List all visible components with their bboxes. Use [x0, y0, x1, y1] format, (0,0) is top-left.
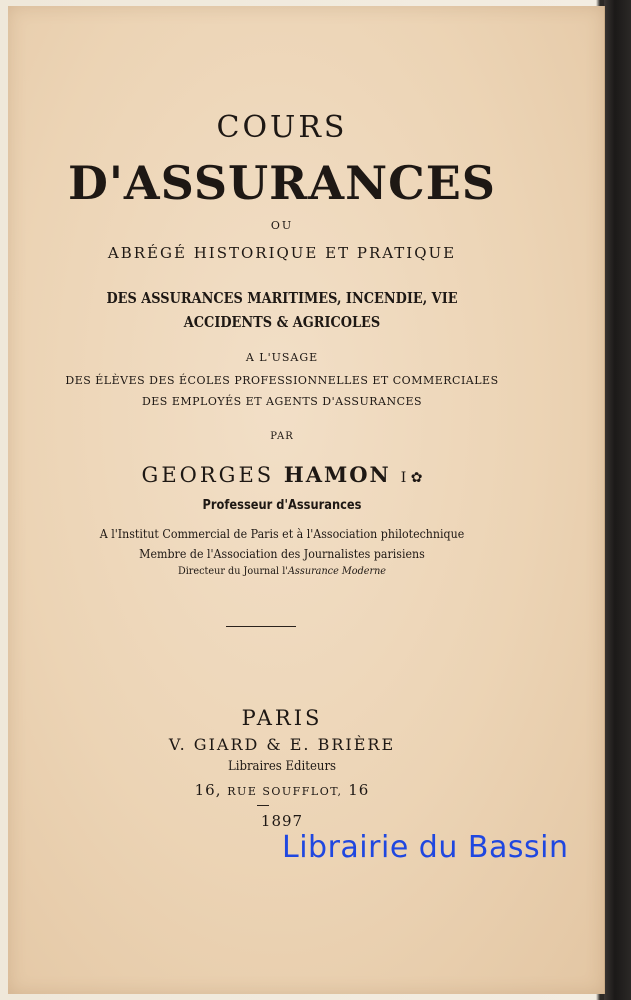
publication-year: 1897	[260, 812, 304, 830]
address-street: RUE SOUFFLOT,	[227, 785, 343, 798]
title-assurances: D'ASSURANCES	[67, 156, 497, 210]
audience-line-1: DES ÉLÈVES DES ÉCOLES PROFESSIONNELLES ET COMMERCIALES	[65, 374, 499, 387]
author-first-name: GEORGES	[141, 463, 275, 487]
publication-city: PARIS	[241, 706, 323, 730]
author-decoration-mark: I ✿	[400, 470, 423, 486]
address-number-2: 16	[348, 781, 370, 799]
book-cover-edge	[604, 0, 631, 1000]
title-ou: OU	[270, 219, 294, 232]
journal-name: Assurance Moderne	[287, 565, 387, 577]
author-name	[8, 462, 556, 487]
bookseller-watermark: Librairie du Bassin	[282, 830, 569, 865]
publisher-role: Libraires Editeurs	[227, 759, 337, 774]
affiliation-3-prefix: Directeur du Journal l'	[177, 565, 288, 577]
publisher-address	[8, 781, 556, 799]
title-cours: COURS	[216, 110, 348, 145]
address-number-1: 16,	[194, 781, 222, 799]
affiliation-line-3	[30, 565, 534, 577]
divider-rule	[226, 626, 296, 627]
subtitle: ABRÉGÉ HISTORIQUE ET PRATIQUE	[107, 244, 457, 262]
scope-line-2: ACCIDENTS & AGRICOLES	[183, 313, 381, 331]
scope-line-1: DES ASSURANCES MARITIMES, INCENDIE, VIE	[106, 289, 458, 307]
author-last-name: HAMON	[283, 462, 391, 487]
affiliation-line-2: Membre de l'Association des Journalistes parisiens	[139, 547, 425, 561]
par-line: PAR	[270, 431, 294, 442]
usage-line: A L'USAGE	[245, 351, 319, 364]
audience-line-2: DES EMPLOYÉS ET AGENTS D'ASSURANCES	[141, 395, 423, 408]
affiliation-line-1: A l'Institut Commercial de Paris et à l'Association philotechnique	[99, 527, 465, 541]
author-title: Professeur d'Assurances	[202, 498, 362, 513]
year-dash	[257, 805, 269, 806]
publisher-name: V. GIARD & E. BRIÈRE	[168, 735, 396, 754]
